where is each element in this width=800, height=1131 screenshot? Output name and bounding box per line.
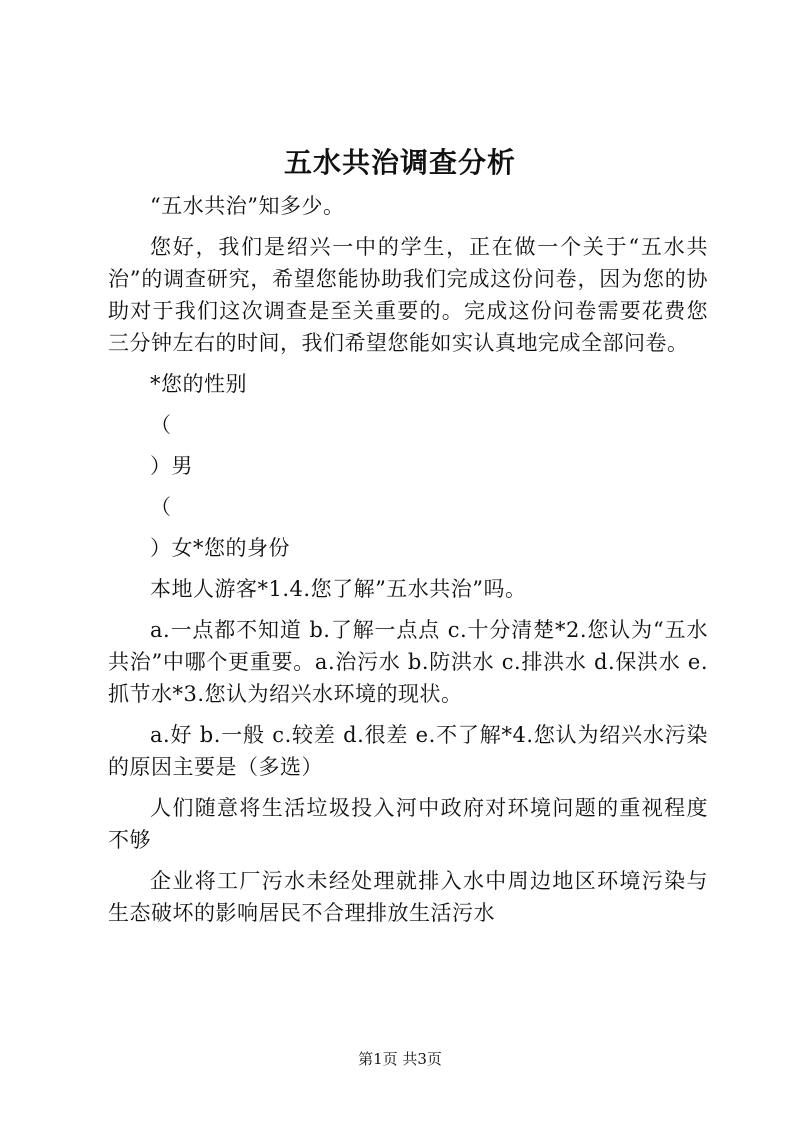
page-number-footer: 第1页 共3页 bbox=[358, 1050, 442, 1068]
option-bracket-open: （ bbox=[150, 495, 172, 519]
option-female-identity: ）女*您的身份 bbox=[150, 536, 290, 560]
question-4: a.好 b.一般 c.较差 d.很差 e.不了解*4.您认为绍兴水污染的原因主要是（多选） bbox=[108, 723, 708, 779]
paragraph-greeting: 您好，我们是绍兴一中的学生，正在做一个关于“五水共治”的调查研究，希望您能协助我们完成这份问卷，因为您的协助对于我们这次调查是至关重要的。完成这份问卷需要花费您三分钟左右的时间，我们希望您能如实认真地完成全部问卷。 bbox=[108, 235, 708, 355]
paragraph-intro-heading: “五水共治”知多少。 bbox=[150, 194, 345, 218]
question-2-3: a.一点都不知道 b.了解一点点 c.十分清楚*2.您认为“五水共治”中哪个更重要。a.治污水 b.防洪水 c.排洪水 d.保洪水 e.抓节水*3.您认为绍兴水环境的现状。 bbox=[108, 618, 709, 706]
option-male: ）男 bbox=[150, 454, 193, 478]
option-cause-2: 企业将工厂污水未经处理就排入水中周边地区环境污染与生态破坏的影响居民不合理排放生活污水 bbox=[108, 869, 708, 925]
document-body bbox=[108, 190, 708, 938]
document-title: 五水共治调查分析 bbox=[283, 146, 516, 179]
option-cause-1: 人们随意将生活垃圾投入河中政府对环境问题的重视程度不够 bbox=[108, 796, 708, 852]
question-gender: *您的性别 bbox=[150, 372, 247, 396]
question-1: 本地人游客*1.4.您了解”五水共治”吗。 bbox=[150, 577, 527, 601]
option-bracket-open: （ bbox=[150, 413, 172, 437]
